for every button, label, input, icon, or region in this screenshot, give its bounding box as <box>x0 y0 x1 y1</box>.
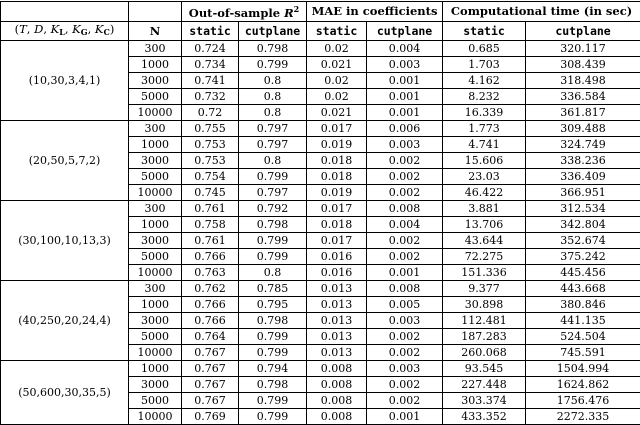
r2-static-cell: 0.753 <box>182 153 239 169</box>
r2-static-header: static <box>182 22 239 41</box>
r2-cutplane-cell: 0.792 <box>239 201 307 217</box>
n-cell: 10000 <box>129 345 182 361</box>
n-cell: 5000 <box>129 249 182 265</box>
mae-cutplane-cell: 0.004 <box>367 41 443 57</box>
r2-cutplane-cell: 0.799 <box>239 409 307 425</box>
r2-cutplane-cell: 0.8 <box>239 265 307 281</box>
r2-static-cell: 0.741 <box>182 73 239 89</box>
n-cell: 5000 <box>129 329 182 345</box>
time-cutplane-cell: 445.456 <box>526 265 640 281</box>
time-cutplane-cell: 324.749 <box>526 137 640 153</box>
n-cell: 10000 <box>129 265 182 281</box>
n-cell: 5000 <box>129 89 182 105</box>
r2-cutplane-cell: 0.799 <box>239 393 307 409</box>
time-cutplane-cell: 441.135 <box>526 313 640 329</box>
r2-static-cell: 0.767 <box>182 345 239 361</box>
time-cutplane-cell: 320.117 <box>526 41 640 57</box>
config-cell: (10,30,3,4,1) <box>1 41 129 121</box>
empty-n-header <box>129 2 182 22</box>
time-cutplane-cell: 1504.994 <box>526 361 640 377</box>
r2-cutplane-cell: 0.799 <box>239 345 307 361</box>
r2-static-cell: 0.761 <box>182 233 239 249</box>
mae-cutplane-header: cutplane <box>367 22 443 41</box>
r2-cutplane-cell: 0.785 <box>239 281 307 297</box>
mae-cutplane-cell: 0.002 <box>367 233 443 249</box>
n-cell: 10000 <box>129 105 182 121</box>
time-cutplane-cell: 309.488 <box>526 121 640 137</box>
r2-cutplane-cell: 0.799 <box>239 329 307 345</box>
mae-static-cell: 0.017 <box>307 233 367 249</box>
mae-static-cell: 0.02 <box>307 89 367 105</box>
n-cell: 1000 <box>129 361 182 377</box>
n-cell: 5000 <box>129 169 182 185</box>
n-cell: 3000 <box>129 153 182 169</box>
mae-static-cell: 0.021 <box>307 105 367 121</box>
time-static-cell: 187.283 <box>443 329 526 345</box>
table-row <box>1 201 640 217</box>
mae-static-cell: 0.02 <box>307 73 367 89</box>
time-static-cell: 151.336 <box>443 265 526 281</box>
mae-cutplane-cell: 0.001 <box>367 105 443 121</box>
time-static-cell: 0.685 <box>443 41 526 57</box>
n-cell: 3000 <box>129 233 182 249</box>
n-cell: 1000 <box>129 297 182 313</box>
mae-cutplane-cell: 0.003 <box>367 313 443 329</box>
r2-cutplane-cell: 0.799 <box>239 233 307 249</box>
time-cutplane-cell: 366.951 <box>526 185 640 201</box>
time-cutplane-cell: 375.242 <box>526 249 640 265</box>
n-cell: 3000 <box>129 73 182 89</box>
mae-cutplane-cell: 0.008 <box>367 281 443 297</box>
time-cutplane-cell: 308.439 <box>526 57 640 73</box>
time-static-cell: 4.162 <box>443 73 526 89</box>
r2-static-cell: 0.732 <box>182 89 239 105</box>
mae-static-cell: 0.017 <box>307 121 367 137</box>
r2-cutplane-cell: 0.799 <box>239 57 307 73</box>
n-cell: 300 <box>129 201 182 217</box>
config-cell: (30,100,10,13,3) <box>1 201 129 281</box>
r2-static-cell: 0.758 <box>182 217 239 233</box>
time-cutplane-cell: 352.674 <box>526 233 640 249</box>
table-row <box>1 121 640 137</box>
r2-cutplane-cell: 0.797 <box>239 185 307 201</box>
mae-static-cell: 0.013 <box>307 297 367 313</box>
mae-static-cell: 0.018 <box>307 217 367 233</box>
mae-cutplane-cell: 0.001 <box>367 265 443 281</box>
n-cell: 3000 <box>129 377 182 393</box>
mae-static-cell: 0.019 <box>307 137 367 153</box>
mae-static-header: static <box>307 22 367 41</box>
r2-cutplane-cell: 0.8 <box>239 73 307 89</box>
time-static-cell: 43.644 <box>443 233 526 249</box>
table-row <box>1 361 640 377</box>
r2-static-cell: 0.745 <box>182 185 239 201</box>
mae-static-cell: 0.013 <box>307 329 367 345</box>
config-cell: (50,600,30,35,5) <box>1 361 129 425</box>
mae-cutplane-cell: 0.008 <box>367 201 443 217</box>
time-cutplane-cell: 2272.335 <box>526 409 640 425</box>
time-static-cell: 72.275 <box>443 249 526 265</box>
mae-static-cell: 0.017 <box>307 201 367 217</box>
r2-cutplane-cell: 0.797 <box>239 137 307 153</box>
r2-cutplane-cell: 0.798 <box>239 41 307 57</box>
r2-cutplane-cell: 0.8 <box>239 153 307 169</box>
time-static-cell: 3.881 <box>443 201 526 217</box>
time-static-cell: 260.068 <box>443 345 526 361</box>
time-cutplane-cell: 318.498 <box>526 73 640 89</box>
time-cutplane-cell: 745.591 <box>526 345 640 361</box>
n-cell: 5000 <box>129 393 182 409</box>
r2-static-cell: 0.766 <box>182 313 239 329</box>
r2-static-cell: 0.753 <box>182 137 239 153</box>
r2-cutplane-cell: 0.8 <box>239 105 307 121</box>
r2-static-cell: 0.764 <box>182 329 239 345</box>
mae-cutplane-cell: 0.003 <box>367 137 443 153</box>
mae-cutplane-cell: 0.002 <box>367 185 443 201</box>
time-static-cell: 8.232 <box>443 89 526 105</box>
mae-static-cell: 0.008 <box>307 377 367 393</box>
mae-static-cell: 0.008 <box>307 393 367 409</box>
n-cell: 1000 <box>129 57 182 73</box>
r2-group-header: Out-of-sample $R^2$ <box>182 2 307 22</box>
mae-cutplane-cell: 0.002 <box>367 329 443 345</box>
time-cutplane-cell: 336.584 <box>526 89 640 105</box>
time-static-cell: 46.422 <box>443 185 526 201</box>
mae-cutplane-cell: 0.003 <box>367 57 443 73</box>
mae-cutplane-cell: 0.005 <box>367 297 443 313</box>
time-static-cell: 23.03 <box>443 169 526 185</box>
r2-static-cell: 0.755 <box>182 121 239 137</box>
r2-cutplane-cell: 0.795 <box>239 297 307 313</box>
config-cell: (20,50,5,7,2) <box>1 121 129 201</box>
r2-static-cell: 0.724 <box>182 41 239 57</box>
n-cell: 10000 <box>129 185 182 201</box>
mae-static-cell: 0.013 <box>307 281 367 297</box>
mae-static-cell: 0.008 <box>307 361 367 377</box>
mae-cutplane-cell: 0.002 <box>367 345 443 361</box>
time-cutplane-cell: 312.534 <box>526 201 640 217</box>
mae-cutplane-cell: 0.001 <box>367 89 443 105</box>
n-cell: 300 <box>129 121 182 137</box>
time-static-cell: 1.773 <box>443 121 526 137</box>
time-static-cell: 227.448 <box>443 377 526 393</box>
mae-cutplane-cell: 0.004 <box>367 217 443 233</box>
time-static-cell: 4.741 <box>443 137 526 153</box>
r2-cutplane-cell: 0.798 <box>239 377 307 393</box>
mae-static-cell: 0.02 <box>307 41 367 57</box>
group-header-row <box>1 2 640 22</box>
r2-static-cell: 0.769 <box>182 409 239 425</box>
n-cell: 1000 <box>129 137 182 153</box>
mae-cutplane-cell: 0.002 <box>367 169 443 185</box>
r2-cutplane-header: cutplane <box>239 22 307 41</box>
mae-cutplane-cell: 0.002 <box>367 153 443 169</box>
mae-static-cell: 0.013 <box>307 313 367 329</box>
r2-cutplane-cell: 0.794 <box>239 361 307 377</box>
mae-static-cell: 0.018 <box>307 169 367 185</box>
mae-static-cell: 0.008 <box>307 409 367 425</box>
mae-static-cell: 0.019 <box>307 185 367 201</box>
time-static-cell: 93.545 <box>443 361 526 377</box>
r2-static-cell: 0.72 <box>182 105 239 121</box>
time-static-header: static <box>443 22 526 41</box>
mae-cutplane-cell: 0.003 <box>367 361 443 377</box>
n-cell: 300 <box>129 41 182 57</box>
r2-cutplane-cell: 0.799 <box>239 249 307 265</box>
table-row <box>1 281 640 297</box>
time-cutplane-cell: 380.846 <box>526 297 640 313</box>
column-header-row <box>1 22 640 41</box>
time-static-cell: 15.606 <box>443 153 526 169</box>
time-static-cell: 112.481 <box>443 313 526 329</box>
mae-cutplane-cell: 0.001 <box>367 73 443 89</box>
r2-static-cell: 0.754 <box>182 169 239 185</box>
time-static-cell: 30.898 <box>443 297 526 313</box>
time-static-cell: 16.339 <box>443 105 526 121</box>
mae-cutplane-cell: 0.006 <box>367 121 443 137</box>
r2-static-cell: 0.766 <box>182 297 239 313</box>
mae-cutplane-cell: 0.002 <box>367 377 443 393</box>
r2-static-cell: 0.767 <box>182 361 239 377</box>
r2-static-cell: 0.766 <box>182 249 239 265</box>
r2-cutplane-cell: 0.8 <box>239 89 307 105</box>
n-cell: 300 <box>129 281 182 297</box>
mae-static-cell: 0.016 <box>307 265 367 281</box>
time-cutplane-cell: 336.409 <box>526 169 640 185</box>
time-cutplane-cell: 361.817 <box>526 105 640 121</box>
time-cutplane-header: cutplane <box>526 22 640 41</box>
config-cell: (40,250,20,24,4) <box>1 281 129 361</box>
mae-static-cell: 0.016 <box>307 249 367 265</box>
r2-static-cell: 0.763 <box>182 265 239 281</box>
n-cell: 3000 <box>129 313 182 329</box>
results-table <box>0 1 640 425</box>
r2-static-cell: 0.767 <box>182 393 239 409</box>
n-header: N <box>129 22 182 41</box>
time-cutplane-cell: 338.236 <box>526 153 640 169</box>
mae-static-cell: 0.013 <box>307 345 367 361</box>
time-static-cell: 9.377 <box>443 281 526 297</box>
n-cell: 10000 <box>129 409 182 425</box>
r2-static-cell: 0.761 <box>182 201 239 217</box>
time-cutplane-cell: 524.504 <box>526 329 640 345</box>
time-static-cell: 303.374 <box>443 393 526 409</box>
time-static-cell: 1.703 <box>443 57 526 73</box>
results-table-container <box>0 1 640 425</box>
table-body <box>1 41 640 425</box>
table-row <box>1 41 640 57</box>
r2-cutplane-cell: 0.797 <box>239 121 307 137</box>
time-group-header: Computational time (in sec) <box>443 2 640 22</box>
time-cutplane-cell: 1756.476 <box>526 393 640 409</box>
mae-static-cell: 0.018 <box>307 153 367 169</box>
mae-group-header: MAE in coefficients <box>307 2 443 22</box>
mae-cutplane-cell: 0.002 <box>367 249 443 265</box>
r2-static-cell: 0.762 <box>182 281 239 297</box>
n-cell: 1000 <box>129 217 182 233</box>
time-cutplane-cell: 1624.862 <box>526 377 640 393</box>
config-header: (T, D, $K_L$, $K_G$, $K_C$) <box>1 22 129 41</box>
empty-corner-cell <box>1 2 129 22</box>
mae-cutplane-cell: 0.001 <box>367 409 443 425</box>
r2-cutplane-cell: 0.798 <box>239 217 307 233</box>
r2-cutplane-cell: 0.799 <box>239 169 307 185</box>
time-cutplane-cell: 443.668 <box>526 281 640 297</box>
r2-static-cell: 0.767 <box>182 377 239 393</box>
time-cutplane-cell: 342.804 <box>526 217 640 233</box>
time-static-cell: 13.706 <box>443 217 526 233</box>
r2-static-cell: 0.734 <box>182 57 239 73</box>
r2-cutplane-cell: 0.798 <box>239 313 307 329</box>
time-static-cell: 433.352 <box>443 409 526 425</box>
mae-static-cell: 0.021 <box>307 57 367 73</box>
mae-cutplane-cell: 0.002 <box>367 393 443 409</box>
